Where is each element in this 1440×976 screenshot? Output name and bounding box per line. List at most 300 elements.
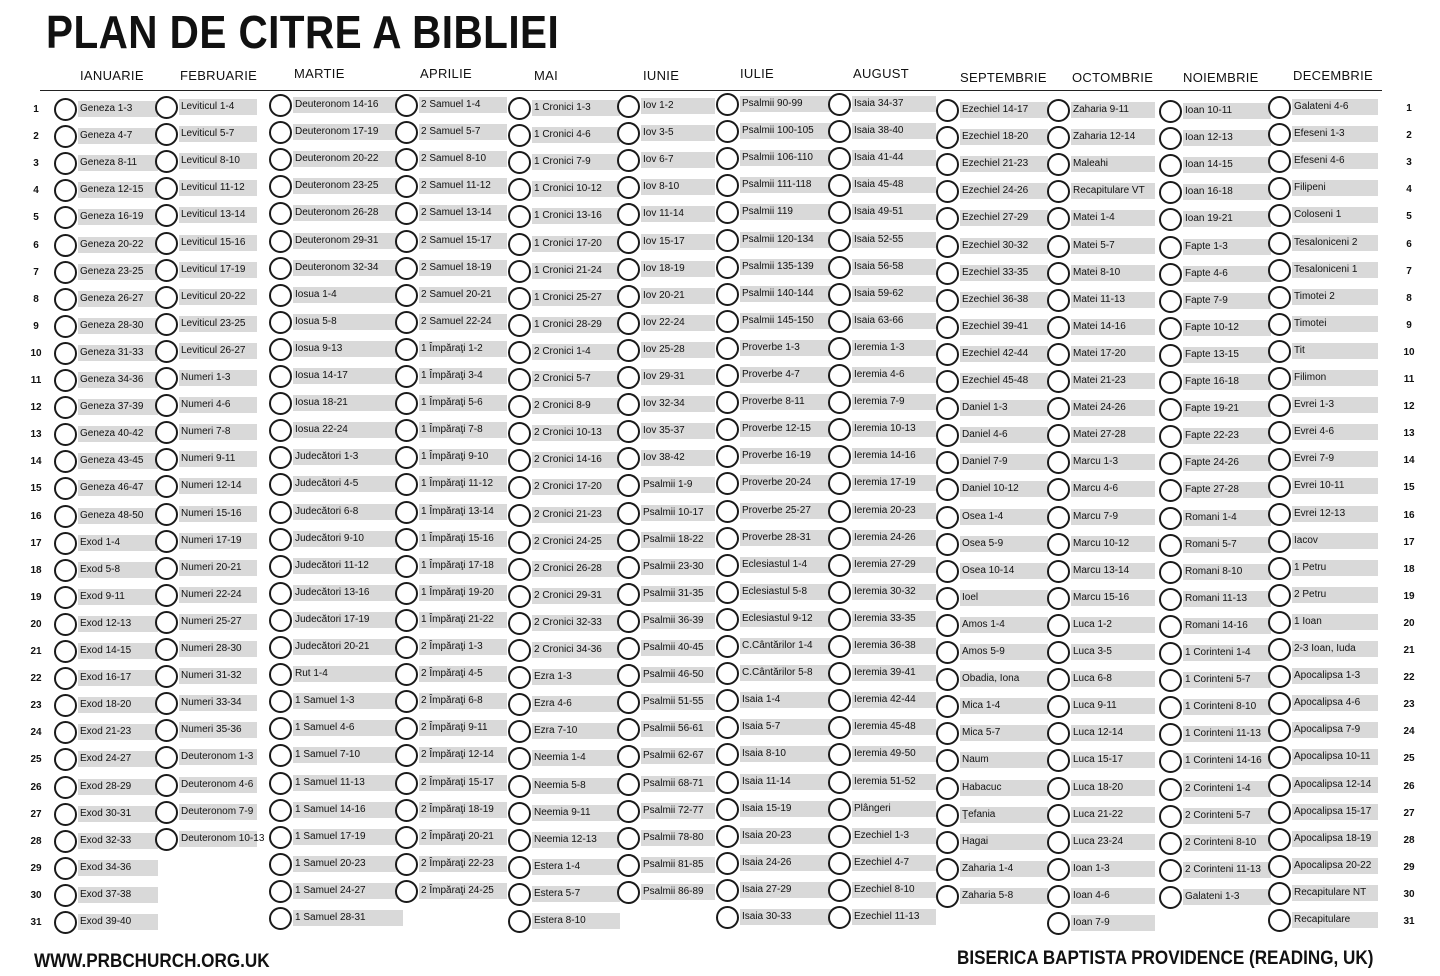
checkbox-circle[interactable]	[716, 283, 739, 306]
checkbox-circle[interactable]	[1047, 397, 1070, 420]
checkbox-circle[interactable]	[716, 689, 739, 712]
checkbox-circle[interactable]	[269, 257, 292, 280]
checkbox-circle[interactable]	[269, 446, 292, 469]
checkbox-circle[interactable]	[936, 777, 959, 800]
checkbox-circle[interactable]	[716, 771, 739, 794]
checkbox-circle[interactable]	[1159, 750, 1182, 773]
checkbox-circle[interactable]	[828, 825, 851, 848]
checkbox-circle[interactable]	[54, 911, 77, 934]
checkbox-circle[interactable]	[54, 98, 77, 121]
checkbox-circle[interactable]	[936, 397, 959, 420]
checkbox-circle[interactable]	[54, 152, 77, 175]
checkbox-circle[interactable]	[936, 316, 959, 339]
checkbox-circle[interactable]	[54, 884, 77, 907]
checkbox-circle[interactable]	[155, 719, 178, 742]
checkbox-circle[interactable]	[716, 825, 739, 848]
checkbox-circle[interactable]	[155, 286, 178, 309]
checkbox-circle[interactable]	[54, 857, 77, 880]
checkbox-circle[interactable]	[155, 232, 178, 255]
checkbox-circle[interactable]	[828, 662, 851, 685]
checkbox-circle[interactable]	[716, 445, 739, 468]
checkbox-circle[interactable]	[1047, 316, 1070, 339]
checkbox-circle[interactable]	[936, 424, 959, 447]
checkbox-circle[interactable]	[1159, 452, 1182, 475]
checkbox-circle[interactable]	[1159, 317, 1182, 340]
checkbox-circle[interactable]	[395, 446, 418, 469]
checkbox-circle[interactable]	[936, 858, 959, 881]
checkbox-circle[interactable]	[54, 179, 77, 202]
checkbox-circle[interactable]	[395, 202, 418, 225]
checkbox-circle[interactable]	[269, 501, 292, 524]
checkbox-circle[interactable]	[716, 635, 739, 658]
checkbox-circle[interactable]	[828, 174, 851, 197]
checkbox-circle[interactable]	[716, 716, 739, 739]
checkbox-circle[interactable]	[508, 585, 531, 608]
checkbox-circle[interactable]	[54, 640, 77, 663]
checkbox-circle[interactable]	[1268, 882, 1291, 905]
checkbox-circle[interactable]	[1159, 561, 1182, 584]
checkbox-circle[interactable]	[508, 558, 531, 581]
checkbox-circle[interactable]	[269, 528, 292, 551]
checkbox-circle[interactable]	[617, 203, 640, 226]
checkbox-circle[interactable]	[617, 556, 640, 579]
checkbox-circle[interactable]	[1268, 421, 1291, 444]
checkbox-circle[interactable]	[508, 747, 531, 770]
checkbox-circle[interactable]	[716, 147, 739, 170]
checkbox-circle[interactable]	[936, 180, 959, 203]
checkbox-circle[interactable]	[1159, 398, 1182, 421]
checkbox-circle[interactable]	[1047, 668, 1070, 691]
checkbox-circle[interactable]	[269, 826, 292, 849]
checkbox-circle[interactable]	[269, 121, 292, 144]
checkbox-circle[interactable]	[155, 367, 178, 390]
checkbox-circle[interactable]	[1159, 479, 1182, 502]
checkbox-circle[interactable]	[617, 474, 640, 497]
checkbox-circle[interactable]	[936, 235, 959, 258]
checkbox-circle[interactable]	[508, 97, 531, 120]
checkbox-circle[interactable]	[395, 744, 418, 767]
checkbox-circle[interactable]	[155, 692, 178, 715]
checkbox-circle[interactable]	[395, 419, 418, 442]
checkbox-circle[interactable]	[617, 447, 640, 470]
checkbox-circle[interactable]	[1268, 774, 1291, 797]
checkbox-circle[interactable]	[828, 500, 851, 523]
checkbox-circle[interactable]	[716, 174, 739, 197]
checkbox-circle[interactable]	[617, 637, 640, 660]
checkbox-circle[interactable]	[508, 233, 531, 256]
checkbox-circle[interactable]	[1159, 127, 1182, 150]
checkbox-circle[interactable]	[155, 394, 178, 417]
checkbox-circle[interactable]	[1047, 370, 1070, 393]
checkbox-circle[interactable]	[716, 554, 739, 577]
checkbox-circle[interactable]	[269, 392, 292, 415]
checkbox-circle[interactable]	[617, 231, 640, 254]
checkbox-circle[interactable]	[716, 662, 739, 685]
checkbox-circle[interactable]	[936, 749, 959, 772]
checkbox-circle[interactable]	[1159, 805, 1182, 828]
checkbox-circle[interactable]	[1159, 642, 1182, 665]
checkbox-circle[interactable]	[54, 342, 77, 365]
checkbox-circle[interactable]	[1159, 236, 1182, 259]
checkbox-circle[interactable]	[1159, 290, 1182, 313]
checkbox-circle[interactable]	[395, 717, 418, 740]
checkbox-circle[interactable]	[54, 559, 77, 582]
checkbox-circle[interactable]	[269, 419, 292, 442]
checkbox-circle[interactable]	[617, 149, 640, 172]
checkbox-circle[interactable]	[395, 257, 418, 280]
checkbox-circle[interactable]	[716, 256, 739, 279]
checkbox-circle[interactable]	[269, 555, 292, 578]
checkbox-circle[interactable]	[936, 668, 959, 691]
checkbox-circle[interactable]	[617, 122, 640, 145]
checkbox-circle[interactable]	[936, 804, 959, 827]
checkbox-circle[interactable]	[716, 852, 739, 875]
checkbox-circle[interactable]	[54, 613, 77, 636]
checkbox-circle[interactable]	[54, 776, 77, 799]
checkbox-circle[interactable]	[828, 283, 851, 306]
checkbox-circle[interactable]	[716, 418, 739, 441]
checkbox-circle[interactable]	[155, 746, 178, 769]
checkbox-circle[interactable]	[508, 693, 531, 716]
checkbox-circle[interactable]	[508, 883, 531, 906]
checkbox-circle[interactable]	[716, 608, 739, 631]
checkbox-circle[interactable]	[936, 641, 959, 664]
checkbox-circle[interactable]	[395, 230, 418, 253]
checkbox-circle[interactable]	[1268, 204, 1291, 227]
checkbox-circle[interactable]	[1047, 424, 1070, 447]
checkbox-circle[interactable]	[395, 663, 418, 686]
checkbox-circle[interactable]	[1047, 804, 1070, 827]
checkbox-circle[interactable]	[54, 694, 77, 717]
checkbox-circle[interactable]	[936, 370, 959, 393]
checkbox-circle[interactable]	[54, 234, 77, 257]
checkbox-circle[interactable]	[828, 337, 851, 360]
checkbox-circle[interactable]	[1159, 425, 1182, 448]
checkbox-circle[interactable]	[1047, 777, 1070, 800]
checkbox-circle[interactable]	[508, 287, 531, 310]
checkbox-circle[interactable]	[936, 885, 959, 908]
checkbox-circle[interactable]	[508, 124, 531, 147]
checkbox-circle[interactable]	[269, 94, 292, 117]
checkbox-circle[interactable]	[1047, 695, 1070, 718]
checkbox-circle[interactable]	[936, 506, 959, 529]
checkbox-circle[interactable]	[269, 311, 292, 334]
checkbox-circle[interactable]	[1268, 177, 1291, 200]
checkbox-circle[interactable]	[54, 586, 77, 609]
checkbox-circle[interactable]	[1268, 719, 1291, 742]
checkbox-circle[interactable]	[1047, 99, 1070, 122]
checkbox-circle[interactable]	[269, 202, 292, 225]
checkbox-circle[interactable]	[1159, 588, 1182, 611]
checkbox-circle[interactable]	[617, 854, 640, 877]
checkbox-circle[interactable]	[617, 502, 640, 525]
checkbox-circle[interactable]	[54, 125, 77, 148]
checkbox-circle[interactable]	[716, 310, 739, 333]
checkbox-circle[interactable]	[1047, 289, 1070, 312]
checkbox-circle[interactable]	[936, 343, 959, 366]
checkbox-circle[interactable]	[269, 284, 292, 307]
checkbox-circle[interactable]	[54, 803, 77, 826]
checkbox-circle[interactable]	[395, 338, 418, 361]
checkbox-circle[interactable]	[269, 853, 292, 876]
checkbox-circle[interactable]	[828, 472, 851, 495]
checkbox-circle[interactable]	[828, 771, 851, 794]
checkbox-circle[interactable]	[269, 230, 292, 253]
checkbox-circle[interactable]	[828, 852, 851, 875]
checkbox-circle[interactable]	[155, 774, 178, 797]
checkbox-circle[interactable]	[828, 906, 851, 929]
checkbox-circle[interactable]	[716, 906, 739, 929]
checkbox-circle[interactable]	[828, 608, 851, 631]
checkbox-circle[interactable]	[269, 717, 292, 740]
checkbox-circle[interactable]	[269, 582, 292, 605]
checkbox-circle[interactable]	[508, 151, 531, 174]
checkbox-circle[interactable]	[54, 206, 77, 229]
checkbox-circle[interactable]	[828, 527, 851, 550]
checkbox-circle[interactable]	[828, 310, 851, 333]
checkbox-circle[interactable]	[508, 504, 531, 527]
checkbox-circle[interactable]	[508, 802, 531, 825]
checkbox-circle[interactable]	[1268, 638, 1291, 661]
checkbox-circle[interactable]	[716, 527, 739, 550]
checkbox-circle[interactable]	[1268, 828, 1291, 851]
checkbox-circle[interactable]	[54, 505, 77, 528]
checkbox-circle[interactable]	[395, 148, 418, 171]
checkbox-circle[interactable]	[1159, 696, 1182, 719]
checkbox-circle[interactable]	[508, 449, 531, 472]
checkbox-circle[interactable]	[828, 689, 851, 712]
checkbox-circle[interactable]	[155, 638, 178, 661]
checkbox-circle[interactable]	[716, 120, 739, 143]
checkbox-circle[interactable]	[1159, 154, 1182, 177]
checkbox-circle[interactable]	[1047, 478, 1070, 501]
checkbox-circle[interactable]	[828, 554, 851, 577]
checkbox-circle[interactable]	[54, 288, 77, 311]
checkbox-circle[interactable]	[269, 744, 292, 767]
checkbox-circle[interactable]	[269, 907, 292, 930]
checkbox-circle[interactable]	[395, 582, 418, 605]
checkbox-circle[interactable]	[1268, 340, 1291, 363]
checkbox-circle[interactable]	[1047, 858, 1070, 881]
checkbox-circle[interactable]	[1047, 451, 1070, 474]
checkbox-circle[interactable]	[1047, 749, 1070, 772]
checkbox-circle[interactable]	[828, 93, 851, 116]
checkbox-circle[interactable]	[508, 531, 531, 554]
checkbox-circle[interactable]	[508, 341, 531, 364]
checkbox-circle[interactable]	[1159, 263, 1182, 286]
checkbox-circle[interactable]	[828, 391, 851, 414]
checkbox-circle[interactable]	[617, 800, 640, 823]
checkbox-circle[interactable]	[936, 560, 959, 583]
checkbox-circle[interactable]	[936, 451, 959, 474]
checkbox-circle[interactable]	[828, 879, 851, 902]
checkbox-circle[interactable]	[269, 175, 292, 198]
checkbox-circle[interactable]	[1159, 507, 1182, 530]
checkbox-circle[interactable]	[395, 772, 418, 795]
checkbox-circle[interactable]	[395, 501, 418, 524]
checkbox-circle[interactable]	[828, 798, 851, 821]
checkbox-circle[interactable]	[155, 448, 178, 471]
checkbox-circle[interactable]	[716, 472, 739, 495]
checkbox-circle[interactable]	[617, 827, 640, 850]
checkbox-circle[interactable]	[1159, 344, 1182, 367]
checkbox-circle[interactable]	[155, 584, 178, 607]
checkbox-circle[interactable]	[155, 801, 178, 824]
checkbox-circle[interactable]	[54, 830, 77, 853]
checkbox-circle[interactable]	[617, 176, 640, 199]
checkbox-circle[interactable]	[508, 775, 531, 798]
checkbox-circle[interactable]	[395, 853, 418, 876]
checkbox-circle[interactable]	[508, 829, 531, 852]
checkbox-circle[interactable]	[269, 473, 292, 496]
checkbox-circle[interactable]	[1268, 150, 1291, 173]
checkbox-circle[interactable]	[1047, 533, 1070, 556]
checkbox-circle[interactable]	[155, 150, 178, 173]
checkbox-circle[interactable]	[716, 581, 739, 604]
checkbox-circle[interactable]	[1047, 641, 1070, 664]
checkbox-circle[interactable]	[1159, 208, 1182, 231]
checkbox-circle[interactable]	[54, 369, 77, 392]
checkbox-circle[interactable]	[508, 260, 531, 283]
checkbox-circle[interactable]	[1268, 801, 1291, 824]
checkbox-circle[interactable]	[828, 743, 851, 766]
checkbox-circle[interactable]	[617, 881, 640, 904]
checkbox-circle[interactable]	[617, 95, 640, 118]
checkbox-circle[interactable]	[716, 337, 739, 360]
checkbox-circle[interactable]	[1159, 100, 1182, 123]
checkbox-circle[interactable]	[936, 587, 959, 610]
checkbox-circle[interactable]	[1268, 96, 1291, 119]
checkbox-circle[interactable]	[54, 261, 77, 284]
checkbox-circle[interactable]	[269, 663, 292, 686]
checkbox-circle[interactable]	[508, 720, 531, 743]
checkbox-circle[interactable]	[936, 533, 959, 556]
checkbox-circle[interactable]	[828, 581, 851, 604]
checkbox-circle[interactable]	[1047, 153, 1070, 176]
checkbox-circle[interactable]	[617, 610, 640, 633]
checkbox-circle[interactable]	[54, 477, 77, 500]
checkbox-circle[interactable]	[395, 636, 418, 659]
checkbox-circle[interactable]	[395, 94, 418, 117]
checkbox-circle[interactable]	[617, 529, 640, 552]
checkbox-circle[interactable]	[1159, 886, 1182, 909]
checkbox-circle[interactable]	[269, 799, 292, 822]
checkbox-circle[interactable]	[1159, 723, 1182, 746]
checkbox-circle[interactable]	[508, 612, 531, 635]
checkbox-circle[interactable]	[395, 284, 418, 307]
checkbox-circle[interactable]	[508, 205, 531, 228]
checkbox-circle[interactable]	[1268, 286, 1291, 309]
checkbox-circle[interactable]	[1159, 181, 1182, 204]
checkbox-circle[interactable]	[508, 368, 531, 391]
checkbox-circle[interactable]	[1268, 665, 1291, 688]
checkbox-circle[interactable]	[617, 420, 640, 443]
checkbox-circle[interactable]	[1268, 123, 1291, 146]
checkbox-circle[interactable]	[508, 639, 531, 662]
checkbox-circle[interactable]	[54, 423, 77, 446]
checkbox-circle[interactable]	[617, 773, 640, 796]
checkbox-circle[interactable]	[617, 258, 640, 281]
checkbox-circle[interactable]	[1159, 859, 1182, 882]
checkbox-circle[interactable]	[508, 395, 531, 418]
checkbox-circle[interactable]	[828, 229, 851, 252]
checkbox-circle[interactable]	[1047, 235, 1070, 258]
checkbox-circle[interactable]	[1268, 909, 1291, 932]
checkbox-circle[interactable]	[508, 856, 531, 879]
checkbox-circle[interactable]	[1268, 367, 1291, 390]
checkbox-circle[interactable]	[936, 126, 959, 149]
checkbox-circle[interactable]	[716, 879, 739, 902]
checkbox-circle[interactable]	[716, 201, 739, 224]
checkbox-circle[interactable]	[1268, 232, 1291, 255]
checkbox-circle[interactable]	[155, 611, 178, 634]
checkbox-circle[interactable]	[1268, 584, 1291, 607]
checkbox-circle[interactable]	[828, 256, 851, 279]
checkbox-circle[interactable]	[1268, 475, 1291, 498]
checkbox-circle[interactable]	[269, 338, 292, 361]
checkbox-circle[interactable]	[716, 500, 739, 523]
checkbox-circle[interactable]	[828, 147, 851, 170]
checkbox-circle[interactable]	[395, 473, 418, 496]
checkbox-circle[interactable]	[617, 664, 640, 687]
checkbox-circle[interactable]	[1159, 615, 1182, 638]
checkbox-circle[interactable]	[155, 503, 178, 526]
checkbox-circle[interactable]	[155, 313, 178, 336]
checkbox-circle[interactable]	[1047, 587, 1070, 610]
checkbox-circle[interactable]	[828, 635, 851, 658]
checkbox-circle[interactable]	[1047, 885, 1070, 908]
checkbox-circle[interactable]	[1159, 778, 1182, 801]
checkbox-circle[interactable]	[716, 93, 739, 116]
checkbox-circle[interactable]	[617, 285, 640, 308]
checkbox-circle[interactable]	[155, 557, 178, 580]
checkbox-circle[interactable]	[508, 178, 531, 201]
checkbox-circle[interactable]	[1047, 831, 1070, 854]
checkbox-circle[interactable]	[1268, 394, 1291, 417]
checkbox-circle[interactable]	[936, 722, 959, 745]
checkbox-circle[interactable]	[155, 204, 178, 227]
checkbox-circle[interactable]	[155, 530, 178, 553]
checkbox-circle[interactable]	[1159, 832, 1182, 855]
checkbox-circle[interactable]	[395, 826, 418, 849]
checkbox-circle[interactable]	[508, 314, 531, 337]
checkbox-circle[interactable]	[617, 366, 640, 389]
checkbox-circle[interactable]	[269, 636, 292, 659]
checkbox-circle[interactable]	[395, 311, 418, 334]
checkbox-circle[interactable]	[1268, 692, 1291, 715]
checkbox-circle[interactable]	[1047, 614, 1070, 637]
checkbox-circle[interactable]	[508, 422, 531, 445]
checkbox-circle[interactable]	[716, 391, 739, 414]
checkbox-circle[interactable]	[155, 340, 178, 363]
checkbox-circle[interactable]	[617, 393, 640, 416]
checkbox-circle[interactable]	[395, 690, 418, 713]
checkbox-circle[interactable]	[395, 880, 418, 903]
checkbox-circle[interactable]	[828, 120, 851, 143]
checkbox-circle[interactable]	[155, 421, 178, 444]
checkbox-circle[interactable]	[155, 828, 178, 851]
checkbox-circle[interactable]	[155, 259, 178, 282]
checkbox-circle[interactable]	[1159, 534, 1182, 557]
checkbox-circle[interactable]	[936, 99, 959, 122]
checkbox-circle[interactable]	[716, 229, 739, 252]
checkbox-circle[interactable]	[155, 475, 178, 498]
checkbox-circle[interactable]	[1047, 506, 1070, 529]
checkbox-circle[interactable]	[395, 392, 418, 415]
checkbox-circle[interactable]	[716, 743, 739, 766]
checkbox-circle[interactable]	[395, 609, 418, 632]
checkbox-circle[interactable]	[936, 262, 959, 285]
